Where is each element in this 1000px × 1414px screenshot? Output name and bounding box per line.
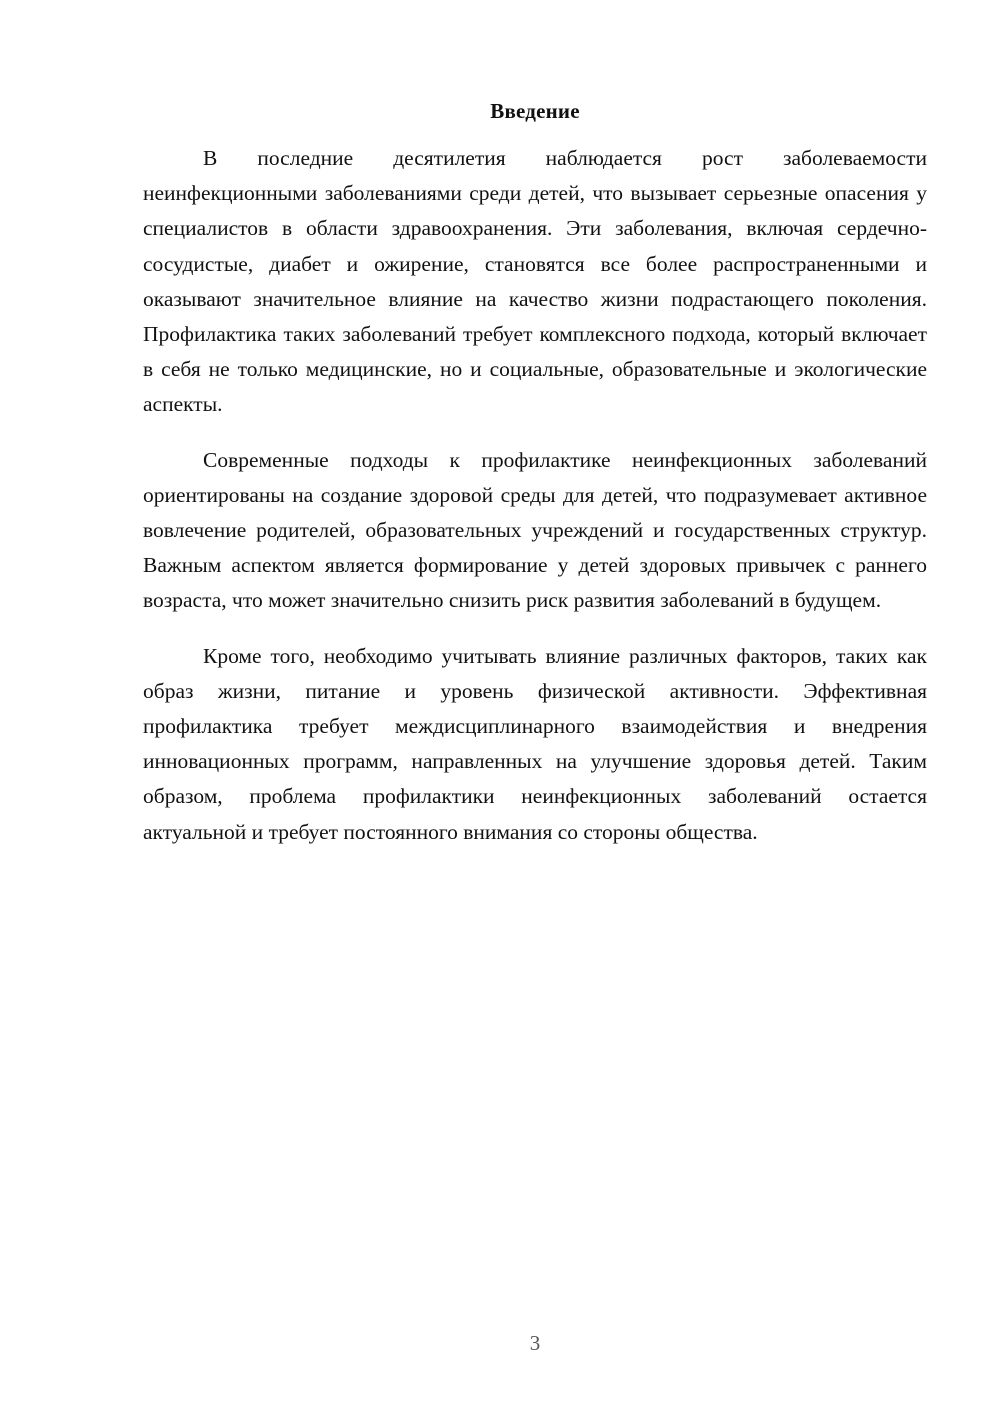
paragraph-3: Кроме того, необходимо учитывать влияние различных факторов, таких как образ жизни, питание и уровень физической активности. Эффективная профилактика требует междисциплинарного взаимодействия и внедрения инновационных программ, направленных на улучшение здоровья детей. Таким образом, проблема профилактики неинфекционных заболеваний остается актуальной и требует постоянного внимания со стороны общества. (143, 643, 927, 844)
paragraph-1: В последние десятилетия наблюдается рост заболеваемости неинфекционными заболеваниями среди детей, что вызывает серьезные опасения у специалистов в области здравоохранения. Эти заболевания, включая сердечно-сосудистые, диабет и ожирение, становятся все более распространенными и оказывают значительное влияние на качество жизни подрастающего поколения. Профилактика таких заболеваний требует комплексного подхода, который включает в себя не только медицинские, но и социальные, образовательные и экологические аспекты. (143, 146, 927, 417)
paragraph-2: Современные подходы к профилактике неинфекционных заболеваний ориентированы на создание здоровой среды для детей, что подразумевает активное вовлечение родителей, образовательных учреждений и государственных структур. Важным аспектом является формирование у детей здоровых привычек с раннего возраста, что может значительно снизить риск развития заболеваний в будущем. (143, 447, 927, 613)
page-content (143, 96, 927, 870)
page-number: 3 (529, 1331, 541, 1355)
section-heading: Введение (490, 99, 580, 123)
